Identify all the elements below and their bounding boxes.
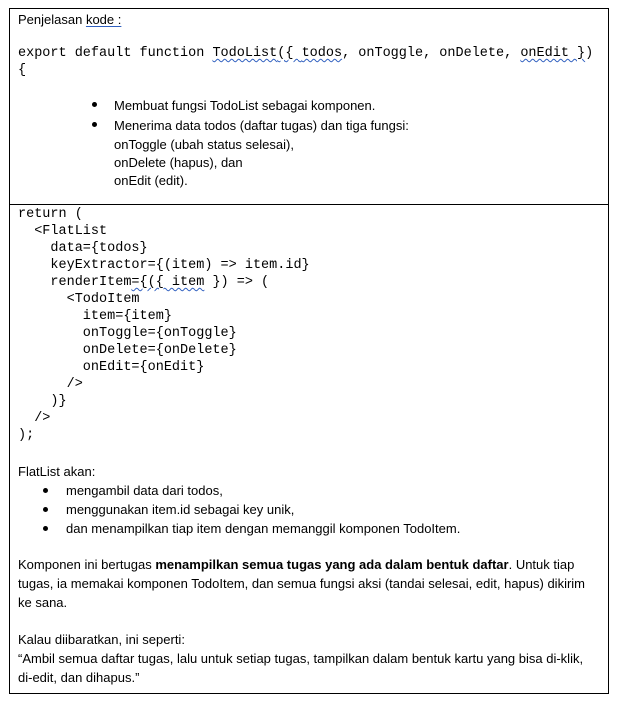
top-cell [10,9,608,205]
sub-line: onDelete (hapus), dan [114,155,243,170]
code-line: onEdit={onEdit} [18,360,205,375]
para1-line1 [18,555,574,574]
bullet-item: dan menampilkan tiap item dengan memanggil komponen TodoItem. [66,521,461,536]
code-part: ) [585,46,594,61]
bullet-dot [92,122,97,127]
code-signature [18,45,593,62]
heading [18,10,121,29]
heading-prefix: Penjelasan [18,12,86,27]
para2-line1: Kalau diibaratkan, ini seperti: [18,632,185,647]
text-run: . Untuk tiap [508,557,575,572]
sub-line: onEdit (edit). [114,173,188,188]
code-part: export default function [18,46,213,61]
bullet-dot [43,526,48,531]
code-line: item={item} [18,309,172,324]
para2-line2: “Ambil semua daftar tugas, lalu untuk setiap tugas, tampilkan dalam bentuk kartu yang bisa di-klik, [18,651,584,666]
code-line: data={todos} [18,241,148,256]
code-line: <FlatList [18,224,108,239]
code-line: keyExtractor={(item) => item.id} [18,258,310,273]
code-line: onToggle={onToggle} [18,326,237,341]
bottom-cell [10,205,608,693]
code-onedit: onEdit } [520,46,586,61]
para1-line3: ke sana. [18,595,68,610]
bullet-item: menggunakan item.id sebagai key unik, [66,502,295,517]
para2-line3: di-edit, dan dihapus.” [18,670,140,685]
code-line: /> [18,377,83,392]
bullet-item: Menerima data todos (daftar tugas) dan tiga fungsi: [114,118,409,133]
code-line: <TodoItem [18,292,140,307]
text-run: Komponen ini bertugas [18,557,156,572]
code-fn-name: TodoList [212,46,278,61]
code-line: /> [18,411,51,426]
code-line: return ( [18,207,83,222]
code-line: )} [18,394,67,409]
code-line: onDelete={onDelete} [18,343,237,358]
para1-line2: tugas, ia memakai komponen TodoItem, dan semua fungsi aksi (tandai selesai, edit, hapus) dikirim [18,576,585,591]
sub-line: onToggle (ubah status selesai), [114,137,294,152]
code-part: renderItem [18,275,132,290]
flatlist-intro: FlatList akan: [18,464,96,479]
bullet-dot [43,507,48,512]
code-brace: { [18,63,27,78]
bullet-dot [43,488,48,493]
bullet-dot [92,102,97,107]
code-part: ({ [277,46,302,61]
bullet-item: mengambil data dari todos, [66,483,223,498]
document-table [9,8,609,694]
code-todos: todos [301,46,343,61]
code-part: , onToggle, onDelete, [342,46,521,61]
code-line: ); [18,428,35,443]
heading-link: kode : [85,12,122,27]
code-part: }) => ( [204,275,270,290]
bold-text: menampilkan semua tugas yang ada dalam bentuk daftar [155,557,509,572]
code-line-renderitem [18,274,269,291]
bullet-item: Membuat fungsi TodoList sebagai komponen. [114,98,376,113]
code-squiggle: ={({ item [131,275,205,290]
